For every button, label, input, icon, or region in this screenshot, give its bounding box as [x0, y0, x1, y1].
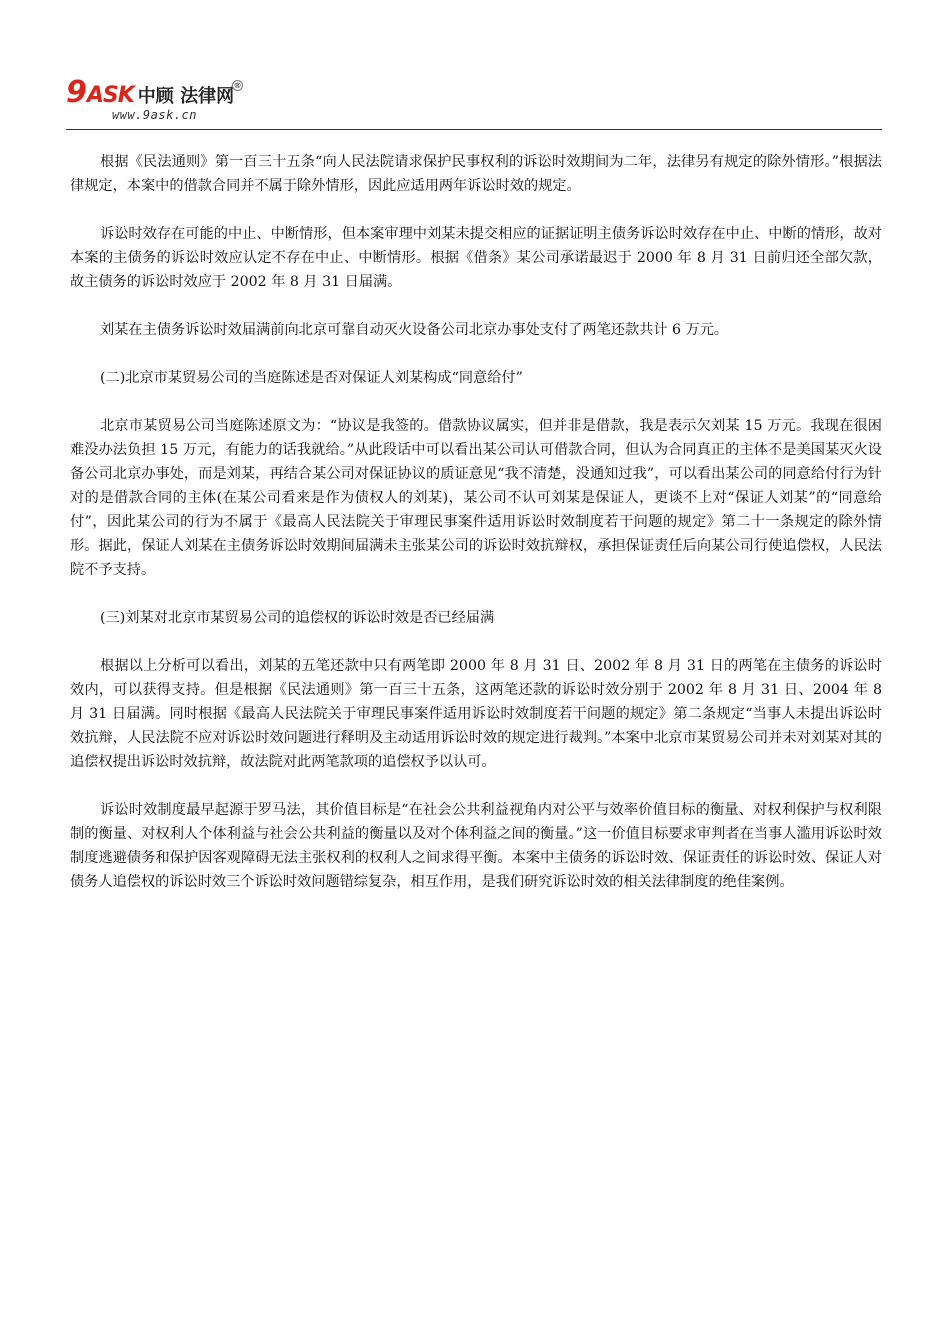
logo-mark	[66, 75, 243, 110]
site-logo[interactable]	[66, 75, 243, 126]
paragraph-statute-of-limitations: 根据《民法通则》第一百三十五条“向人民法院请求保护民事权利的诉讼时效期间为二年，法律另有规定的除外情形。”根据法律规定，本案中的借款合同并不属于除外情形，因此应适用两年诉讼时效的规定。	[70, 154, 882, 194]
registered-mark: ®	[233, 81, 242, 90]
logo-ask: ASK	[86, 83, 134, 108]
paragraph-recourse-analysis: 根据以上分析可以看出，刘某的五笔还款中只有两笔即 2000 年 8 月 31 日、2002 年 8 月 31 日的两笔在主债务的诉讼时效内，可以获得支持。但是根据《民法通则》第一百三十五条，这两笔还款的诉讼时效分别于 2002 年 8 月 31 日、2004 年 8 月 31 日届满。同时根据《最高人民法院关于审理民事案件适用诉讼时效制度若干问题的规定》第二条规定“当事人未提出诉讼时效抗辩，人民法院不应对诉讼时效问题进行释明及主动适用诉讼时效的规定进行裁判。”本案中北京市某贸易公司并未对刘某对其的追偿权提出诉讼时效抗辩，故法院对此两笔款项的追偿权予以认可。	[70, 658, 882, 770]
logo-url: www.9ask.cn	[112, 108, 197, 122]
paragraph-repayments: 刘某在主债务诉讼时效届满前向北京可靠自动灭火设备公司北京办事处支付了两笔还款共计 6 万元。	[100, 322, 729, 338]
paragraph-suspension-interruption: 诉讼时效存在可能的中止、中断情形，但本案审理中刘某未提交相应的证据证明主债务诉讼时效存在中止、中断的情形，故对本案的主债务的诉讼时效应认定不存在中止、中断情形。根据《借条》某公司承诺最迟于 2000 年 8 月 31 日前归还全部欠款，故主债务的诉讼时效应于 2002 年 8 月 31 日届满。	[70, 226, 882, 290]
logo-chinese-name: 中顾 法律网	[137, 86, 235, 107]
section-heading-3: (三)刘某对北京市某贸易公司的追偿权的诉讼时效是否已经届满	[100, 610, 495, 626]
paragraph-court-statement: 北京市某贸易公司当庭陈述原文为：“协议是我签的。借款协议属实，但并非是借款，我是表示欠刘某 15 万元。我现在很困难没办法负担 15 万元，有能力的话我就给。”从此段话中可以看出某公司认可借款合同，但认为合同真正的主体不是美国某灭火设备公司北京办事处，而是刘某，再结合某公司对保证协议的质证意见“我不清楚，没通知过我”，可以看出某公司的同意给付行为针对的是借款合同的主体(在某公司看来是作为债权人的刘某)，某公司不认可刘某是保证人，更谈不上对“保证人刘某”的“同意给付”，因此某公司的行为不属于《最高人民法院关于审理民事案件适用诉讼时效制度若干问题的规定》第二十一条规定的除外情形。据此，保证人刘某在主债务诉讼时效期间届满未主张某公司的诉讼时效抗辩权，承担保证责任后向某公司行使追偿权，人民法院不予支持。	[70, 418, 882, 578]
article-body	[70, 150, 882, 918]
logo-nine: 9	[66, 75, 87, 110]
paragraph-conclusion: 诉讼时效制度最早起源于罗马法，其价值目标是“在社会公共利益视角内对公平与效率价值目标的衡量、对权利保护与权利限制的衡量、对权利人个体利益与社会公共利益的衡量以及对个体利益之间的衡量。”这一价值目标要求审判者在当事人滥用诉讼时效制度逃避债务和保护因客观障碍无法主张权利的权利人之间求得平衡。本案中主债务的诉讼时效、保证责任的诉讼时效、保证人对债务人追偿权的诉讼时效三个诉讼时效问题错综复杂，相互作用，是我们研究诉讼时效的相关法律制度的绝佳案例。	[70, 802, 882, 890]
header-divider	[66, 129, 882, 130]
page-header	[66, 74, 882, 130]
section-heading-2: (二)北京市某贸易公司的当庭陈述是否对保证人刘某构成“同意给付”	[100, 370, 523, 386]
